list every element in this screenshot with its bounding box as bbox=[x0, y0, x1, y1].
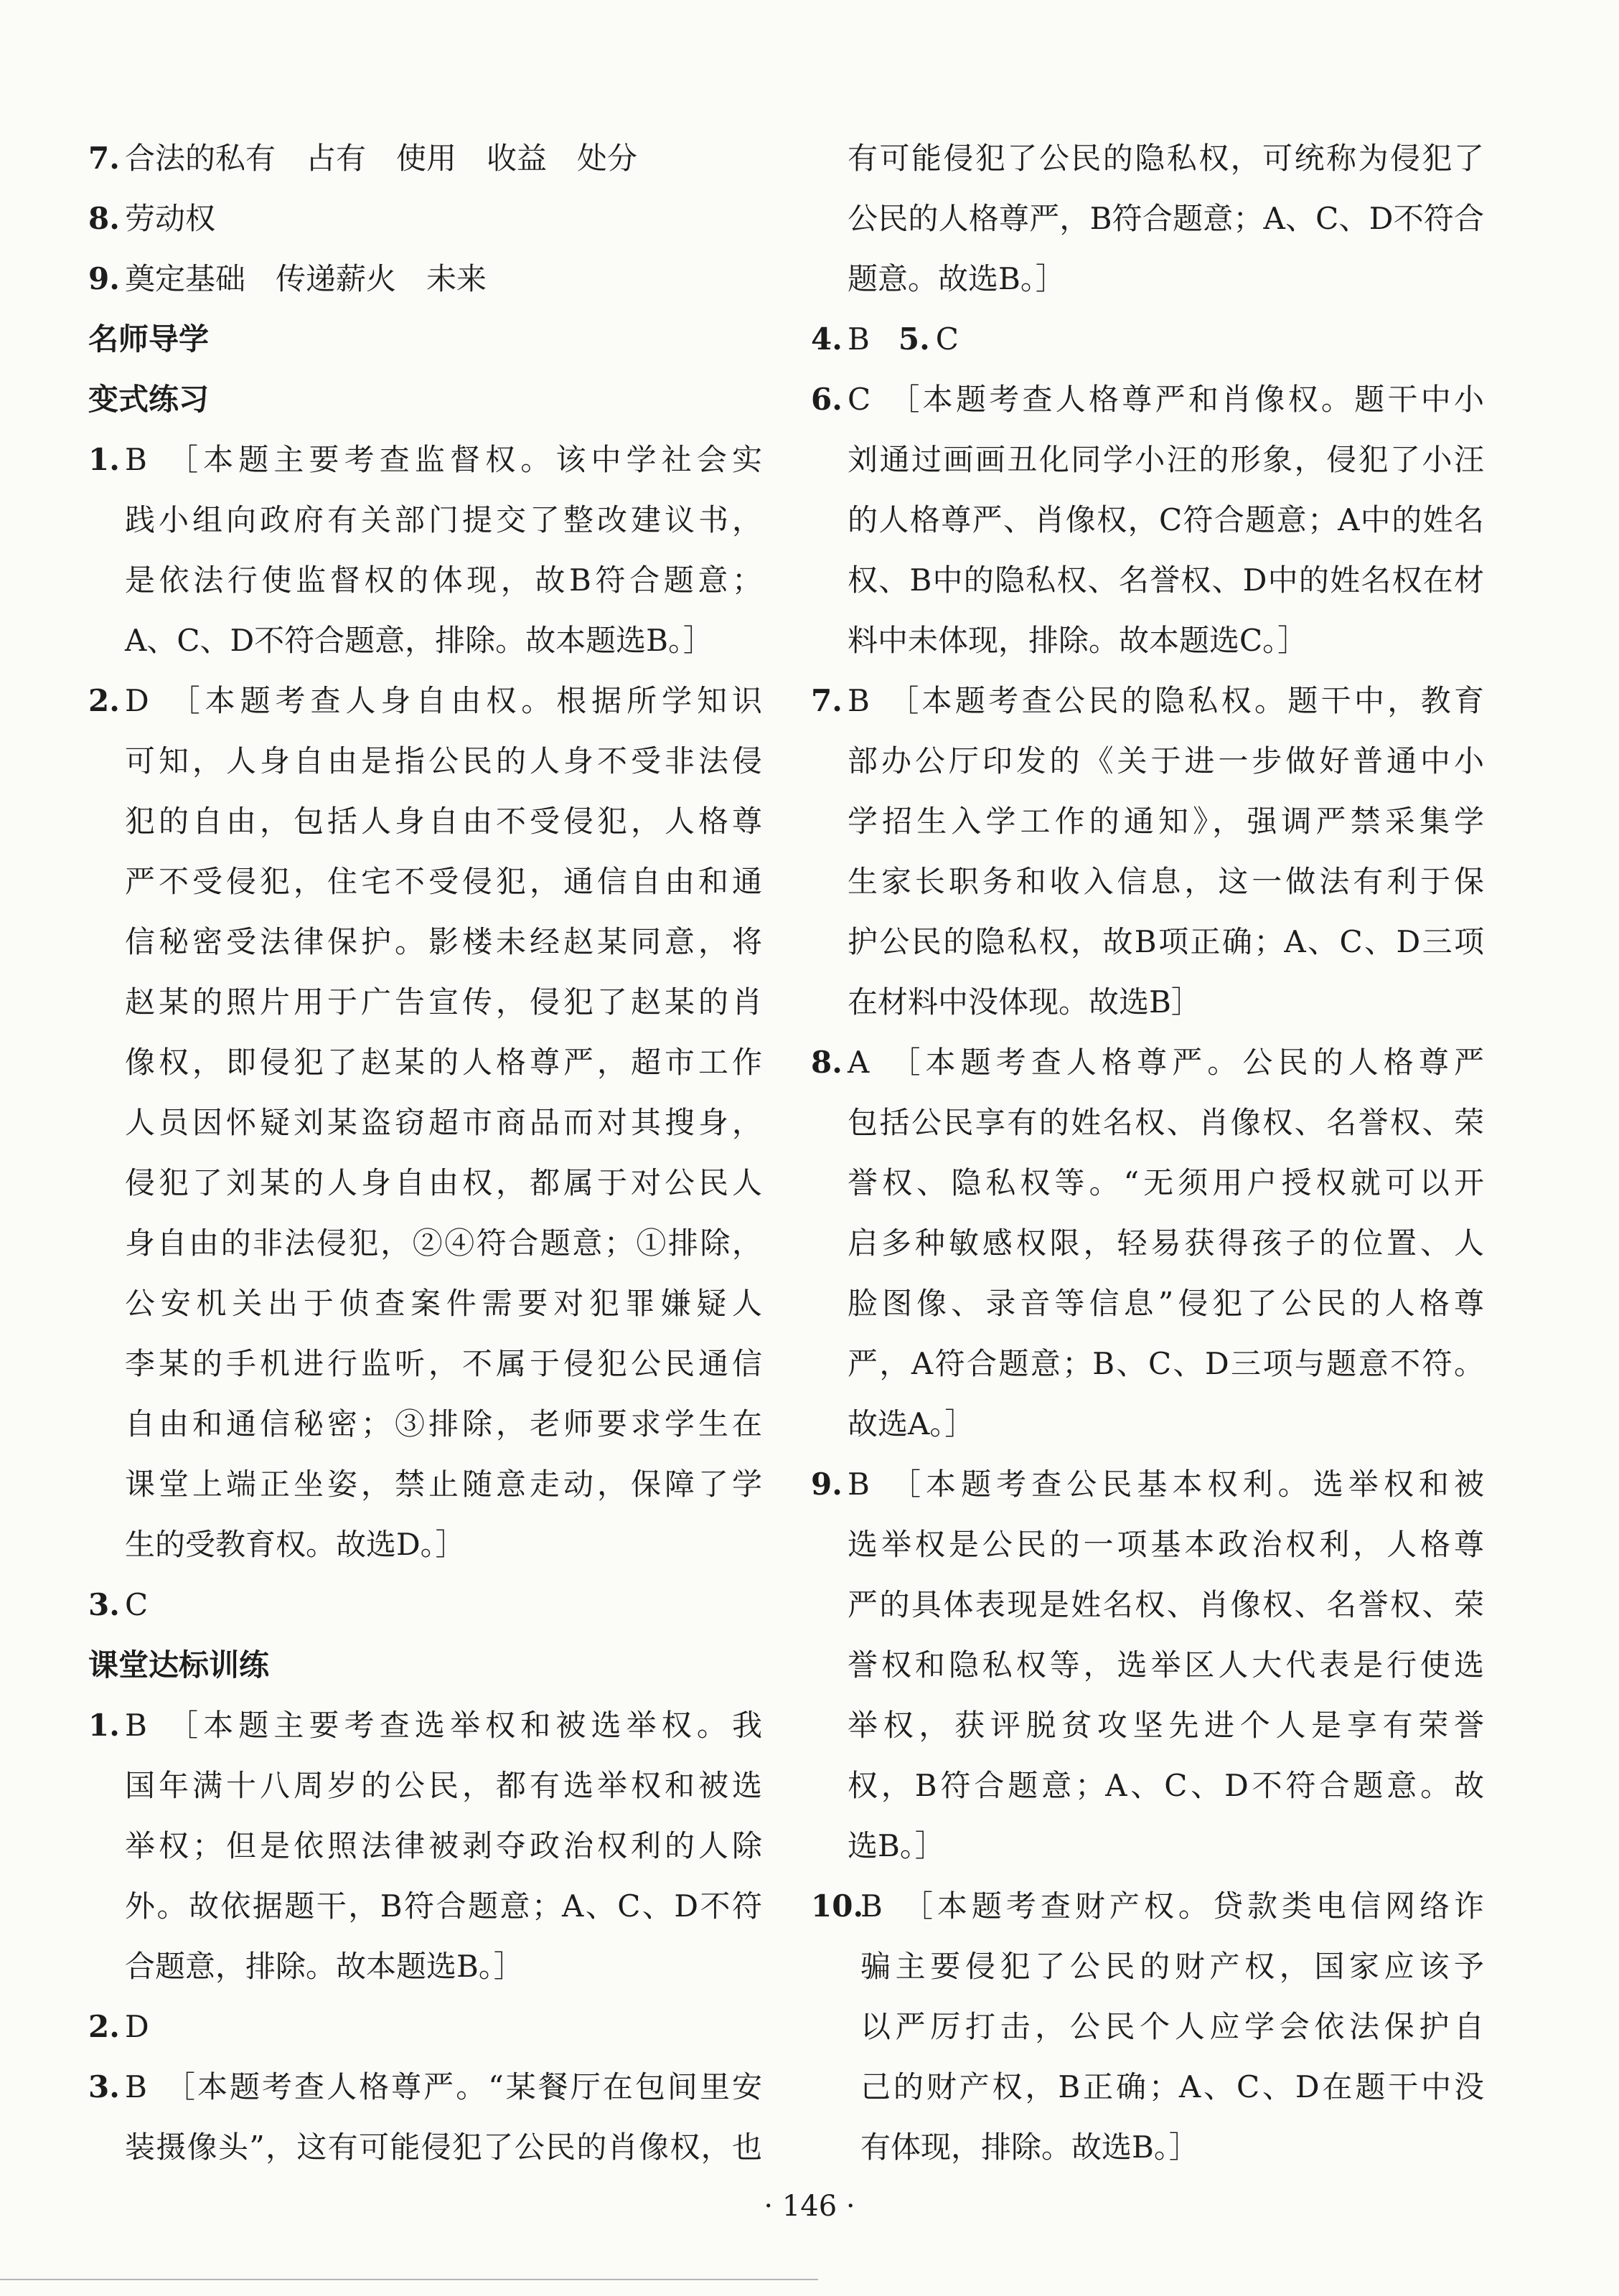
fill-in-answer-7 bbox=[88, 128, 762, 189]
answer-line: 身自由的非法侵犯，②④符合题意；①排除， bbox=[125, 1225, 762, 1261]
explanation-text: ［本题考查人格尊严和肖像权。题干中小 bbox=[886, 382, 1484, 417]
answer-line: 践小组向政府有关部门提交了整改建议书， bbox=[125, 502, 762, 537]
page-number: · 146 · bbox=[764, 2190, 855, 2223]
answer-line bbox=[811, 1032, 1484, 1093]
answer-line: 像权，即侵犯了赵某的人格尊严，超市工作 bbox=[125, 1045, 762, 1080]
answer-line: 权、B中的隐私权、名誉权、D中的姓名权在材 bbox=[848, 563, 1484, 598]
subsection-title-variant-practice: 变式练习 bbox=[88, 382, 210, 417]
variant-answer-1 bbox=[88, 430, 762, 671]
answer-letter: B bbox=[848, 683, 870, 718]
answer-line: 权，B符合题意；A、C、D不符合题意。故 bbox=[848, 1768, 1484, 1803]
answer-line: 誉权和隐私权等，选举区人大代表是行使选 bbox=[848, 1647, 1484, 1683]
class-answer-1 bbox=[88, 1695, 762, 1997]
answer-line: 料中未体现，排除。故本题选C。］ bbox=[848, 623, 1308, 658]
answer-letter: B bbox=[125, 1708, 147, 1743]
answer-letter: C bbox=[125, 1587, 149, 1622]
answer-line bbox=[88, 671, 762, 731]
answer-line: 选B。］ bbox=[848, 1828, 945, 1863]
answer-line: 是依法行使监督权的体现，故B符合题意； bbox=[125, 563, 762, 598]
answer-line bbox=[811, 1454, 1484, 1515]
answer-letter: B bbox=[860, 1888, 883, 1924]
answer-line: 信秘密受法律保护。影楼未经赵某同意，将 bbox=[125, 924, 762, 959]
answer-letter: C bbox=[935, 321, 959, 357]
answer-line: 可知，人身自由是指公民的人身不受非法侵 bbox=[125, 743, 762, 778]
question-number: 9. bbox=[811, 1467, 843, 1502]
answer-letter: A bbox=[848, 1045, 870, 1080]
class-answer-8 bbox=[811, 1032, 1484, 1454]
fill-in-answer-9 bbox=[88, 249, 762, 309]
question-number: 1. bbox=[88, 442, 120, 477]
explanation-text: ［本题主要考查监督权。该中学社会实 bbox=[162, 442, 762, 477]
explanation-text: ［本题考查公民基本权利。选举权和被 bbox=[885, 1467, 1484, 1502]
class-answer-2 bbox=[88, 1997, 762, 2057]
class-answers-4-5 bbox=[811, 309, 1484, 370]
answer-line: 生家长职务和收入信息，这一做法有利于保 bbox=[848, 864, 1484, 899]
answer-line: 公民的人格尊严，B符合题意；A、C、D不符合 bbox=[848, 201, 1484, 236]
answer-line bbox=[88, 430, 762, 490]
explanation-text: ［本题考查人格尊严。“某餐厅在包间里安 bbox=[162, 2069, 762, 2104]
answer-line bbox=[811, 1876, 1484, 1937]
explanation-text: ［本题考查人身自由权。根据所学知识 bbox=[164, 683, 762, 718]
answer-line: 李某的手机进行监听，不属于侵犯公民通信 bbox=[125, 1346, 762, 1381]
answer-line: 有可能侵犯了公民的隐私权，可统称为侵犯了 bbox=[848, 141, 1484, 176]
answer-line: 国年满十八周岁的公民，都有选举权和被选 bbox=[125, 1768, 762, 1803]
answer-line: 外。故依据题干，B符合题意；A、C、D不符 bbox=[125, 1888, 762, 1924]
answer-line: 选举权是公民的一项基本政治权利，人格尊 bbox=[848, 1527, 1484, 1562]
answer-line: A、C、D不符合题意，排除。故本题选B。］ bbox=[125, 623, 714, 658]
answer-line: 以严厉打击，公民个人应学会依法保护自 bbox=[860, 2009, 1484, 2044]
answer-line: 脸图像、录音等信息”侵犯了公民的人格尊 bbox=[848, 1286, 1484, 1321]
answer-line: 举权；但是依照法律被剥夺政治权利的人除 bbox=[125, 1828, 762, 1863]
answer-letter: D bbox=[125, 2009, 149, 2044]
class-answer-10 bbox=[811, 1876, 1484, 2178]
class-answer-6 bbox=[811, 370, 1484, 671]
answer-line: 课堂上端正坐姿，禁止随意走动，保障了学 bbox=[125, 1467, 762, 1502]
question-number: 1. bbox=[88, 1708, 120, 1743]
answer-line: 包括公民享有的姓名权、肖像权、名誉权、荣 bbox=[848, 1105, 1484, 1140]
question-number: 3. bbox=[88, 1587, 120, 1622]
answer-line: 人员因怀疑刘某盗窃超市商品而对其搜身， bbox=[125, 1105, 762, 1140]
answer-text: 劳动权 bbox=[125, 201, 216, 236]
explanation-text: ［本题主要考查选举权和被选举权。我 bbox=[162, 1708, 762, 1743]
answer-line: 犯的自由，包括人身自由不受侵犯，人格尊 bbox=[125, 804, 762, 839]
bottom-rule bbox=[0, 2279, 818, 2280]
answer-line: 有体现，排除。故选B。］ bbox=[860, 2130, 1199, 2165]
answer-line: 的人格尊严、肖像权，C符合题意；A中的姓名 bbox=[848, 502, 1484, 537]
answer-line: 公安机关出于侦查案件需要对犯罪嫌疑人 bbox=[125, 1286, 762, 1321]
answer-line: 部办公厅印发的《关于进一步做好普通中小 bbox=[848, 743, 1484, 778]
class-answer-3 bbox=[88, 2057, 762, 2178]
answer-text: 奠定基础 传递薪火 未来 bbox=[125, 261, 487, 296]
explanation-text: ［本题考查人格尊严。公民的人格尊严 bbox=[885, 1045, 1484, 1080]
answer-letter: B bbox=[125, 2069, 147, 2104]
question-number: 3. bbox=[88, 2069, 120, 2104]
class-answer-3-continued bbox=[811, 128, 1484, 309]
answer-letter: B bbox=[125, 442, 147, 477]
answer-line: 护公民的隐私权，故B项正确；A、C、D三项 bbox=[848, 924, 1484, 959]
answer-line bbox=[88, 2057, 762, 2117]
variant-answer-3 bbox=[88, 1575, 762, 1635]
question-number: 10. bbox=[811, 1888, 864, 1924]
answer-line: 赵某的照片用于广告宣传，侵犯了赵某的肖 bbox=[125, 984, 762, 1020]
answer-line: 自由和通信秘密；③排除，老师要求学生在 bbox=[125, 1406, 762, 1441]
question-number: 7. bbox=[88, 141, 120, 176]
answer-line: 誉权、隐私权等。“无须用户授权就可以开 bbox=[848, 1165, 1484, 1200]
answer-line bbox=[88, 1695, 762, 1756]
right-column bbox=[811, 128, 1484, 2178]
answer-line: 合题意，排除。故本题选B。］ bbox=[125, 1949, 524, 1984]
question-number: 8. bbox=[88, 201, 120, 236]
question-number: 2. bbox=[88, 2009, 120, 2044]
question-number: 2. bbox=[88, 683, 120, 718]
answer-line: 学招生入学工作的通知》，强调严禁采集学 bbox=[848, 804, 1484, 839]
question-number: 4. bbox=[811, 321, 843, 357]
answer-letter: B bbox=[848, 1467, 870, 1502]
answer-line: 侵犯了刘某的人身自由权，都属于对公民人 bbox=[125, 1165, 762, 1200]
answer-line: 题意。故选B。］ bbox=[848, 261, 1066, 296]
answer-text: 合法的私有 占有 使用 收益 处分 bbox=[125, 141, 638, 176]
answer-line: 装摄像头”，这有可能侵犯了公民的肖像权，也 bbox=[125, 2130, 762, 2165]
answer-line: 己的财产权，B正确；A、C、D在题干中没 bbox=[860, 2069, 1484, 2104]
variant-answer-2 bbox=[88, 671, 762, 1575]
answer-line: 刘通过画画丑化同学小汪的形象，侵犯了小汪 bbox=[848, 442, 1484, 477]
answer-letter: D bbox=[125, 683, 149, 718]
answer-letter: B bbox=[848, 321, 870, 357]
left-column bbox=[88, 128, 762, 2178]
answer-letter: C bbox=[848, 382, 871, 417]
section-title-class-practice: 课堂达标训练 bbox=[88, 1647, 270, 1683]
answer-line: 严，A符合题意；B、C、D三项与题意不符。 bbox=[848, 1346, 1484, 1381]
section-title-guide: 名师导学 bbox=[88, 321, 210, 357]
question-number: 5. bbox=[898, 321, 930, 357]
explanation-text: ［本题考查公民的隐私权。题干中，教育 bbox=[885, 683, 1484, 718]
question-number: 6. bbox=[811, 382, 843, 417]
question-number: 8. bbox=[811, 1045, 843, 1080]
answer-line: 举权，获评脱贫攻坚先进个人是享有荣誉 bbox=[848, 1708, 1484, 1743]
class-answer-7 bbox=[811, 671, 1484, 1032]
question-number: 7. bbox=[811, 683, 843, 718]
answer-line: 在材料中没体现。故选B］ bbox=[848, 984, 1201, 1020]
answer-line: 严不受侵犯，住宅不受侵犯，通信自由和通 bbox=[125, 864, 762, 899]
answer-line: 严的具体表现是姓名权、肖像权、名誉权、荣 bbox=[848, 1587, 1484, 1622]
answer-line: 骗主要侵犯了公民的财产权，国家应该予 bbox=[860, 1949, 1484, 1984]
answer-line: 故选A。］ bbox=[848, 1406, 975, 1441]
answer-line: 启多种敏感权限，轻易获得孩子的位置、人 bbox=[848, 1225, 1484, 1261]
explanation-text: ［本题考查财产权。贷款类电信网络诈 bbox=[898, 1888, 1484, 1924]
answer-line bbox=[811, 370, 1484, 430]
answer-line: 生的受教育权。故选D。］ bbox=[125, 1527, 466, 1562]
fill-in-answer-8 bbox=[88, 189, 762, 249]
class-answer-9 bbox=[811, 1454, 1484, 1876]
question-number: 9. bbox=[88, 261, 120, 296]
answer-line bbox=[811, 671, 1484, 731]
